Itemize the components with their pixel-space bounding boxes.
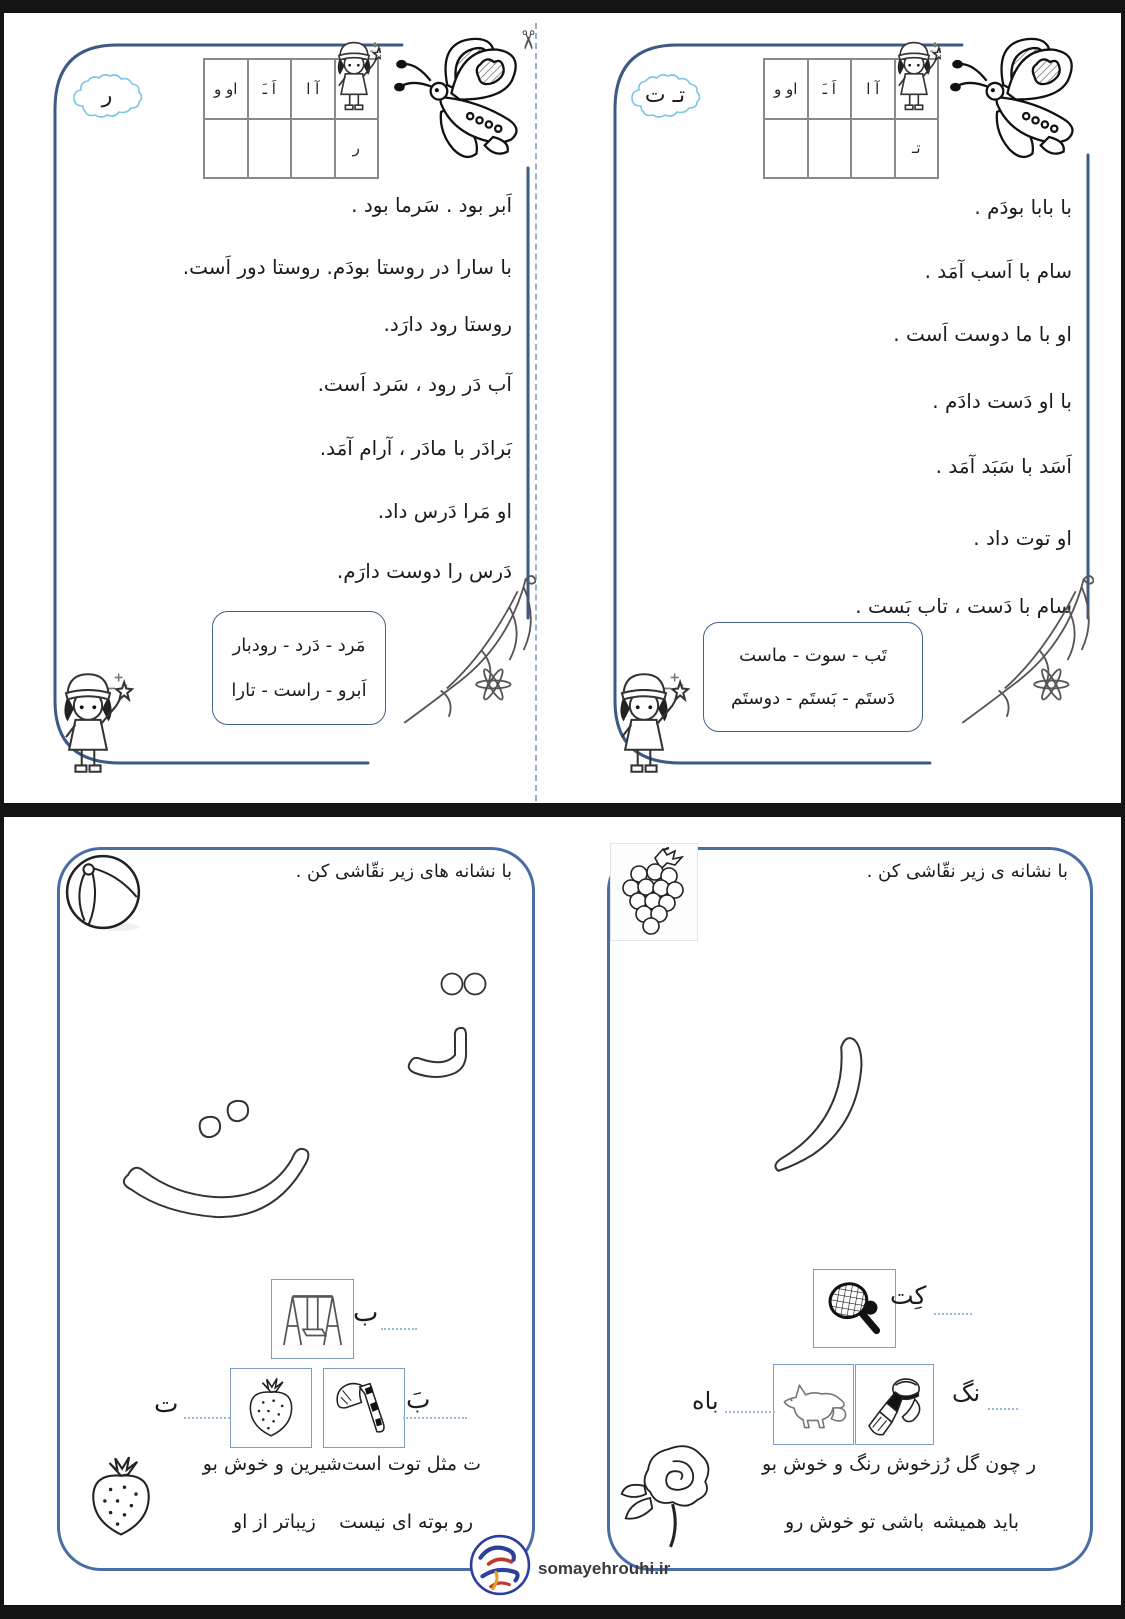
scissors-icon: ✂ [511, 29, 542, 51]
reading-line: دَرس را دوست دارَم. [336, 559, 512, 583]
reading-line: او مَرا دَرس داد. [377, 499, 512, 523]
picture-box-brush [855, 1364, 934, 1445]
fairy-girl-icon [596, 668, 692, 778]
instruction-text: با نشانه ی زیر نقّاشی کن . [866, 861, 1068, 882]
reading-line: بَرادَر با مادَر ، آرام آمَد. [319, 436, 512, 460]
reading-line: اَسَد با سَبَد آمَد . [935, 454, 1072, 478]
te-hook-outline [403, 1023, 471, 1080]
racket-icon [820, 1276, 890, 1342]
axe-icon [330, 1375, 398, 1441]
big-te-outline [116, 1093, 323, 1239]
table-cell: اَ ـَ [248, 59, 292, 119]
poem-hemistich: شیرین و خوش بو [202, 1453, 342, 1475]
picture-box-swing [271, 1279, 354, 1359]
poem-hemistich: ت مثل توت است [341, 1453, 481, 1475]
reading-line: اَبر بود . سَرما بود . [351, 193, 512, 217]
word-box-line: دَستَم - بَستَم - دوستَم [730, 688, 896, 709]
table-cell: تـ [895, 119, 939, 179]
picture-box-fox [773, 1364, 854, 1445]
grapes-icon [611, 844, 695, 938]
table-cell: او و [764, 59, 808, 119]
write-line[interactable] [988, 1408, 1018, 1410]
table-cell [851, 119, 895, 179]
word-box-line: اَبرو - راست - تارا [231, 679, 367, 701]
strawberry-icon [237, 1375, 305, 1441]
instruction-text: با نشانه های زیر نقّاشی کن . [295, 861, 512, 882]
poem-line [785, 1511, 1019, 1533]
table-cell: اَ ـَ [808, 59, 852, 119]
table-cell: آ ا [851, 59, 895, 119]
word-part-letter: ت [154, 1389, 179, 1419]
write-line[interactable] [725, 1411, 775, 1413]
reading-line: با او دَست دادَم . [932, 389, 1072, 413]
picture-box-racket [813, 1269, 896, 1348]
word-part-letter: کِت [890, 1281, 927, 1310]
table-cell: آ ا [291, 59, 335, 119]
grapes-frame [610, 843, 698, 941]
flower-icon [396, 571, 536, 731]
fairy-girl-icon [327, 38, 381, 114]
paintbrush-icon [862, 1371, 928, 1439]
picture-box-strawberry [230, 1368, 312, 1448]
word-part-letter: نگ [952, 1379, 981, 1407]
word-part-letter: باه [692, 1387, 719, 1415]
table-cell [204, 119, 248, 179]
word-box-te [703, 622, 923, 732]
cloud-badge-te [626, 73, 704, 121]
flower-icon [954, 571, 1094, 731]
poem-hemistich: باید همیشه [932, 1511, 1019, 1533]
big-re-outline [768, 1031, 882, 1181]
butterfly-icon [948, 33, 1096, 163]
strawberry-icon [76, 1445, 166, 1549]
poem-hemistich: خوش رنگ و خوش بو [761, 1453, 932, 1475]
cloud-letter: تـ ت [644, 83, 686, 108]
cloud-badge-re [68, 73, 146, 121]
poem-hemistich: ر چون گل رُز [931, 1453, 1036, 1475]
table-cell: او و [204, 59, 248, 119]
table-cell [764, 119, 808, 179]
table-cell: ر [335, 119, 379, 179]
word-box-re [212, 611, 386, 725]
site-logo-icon [468, 1533, 532, 1597]
page-bottom-sheet [4, 817, 1121, 1605]
reading-line: او با ما دوست اَست . [893, 322, 1072, 346]
fox-icon [780, 1371, 848, 1439]
picture-box-axe [323, 1368, 405, 1448]
table-cell [291, 119, 335, 179]
table-cell [808, 119, 852, 179]
word-part-letter: ب [353, 1297, 379, 1328]
poem-hemistich: رو بوته ای نیست [339, 1511, 473, 1533]
reading-line: با بابا بودَم . [974, 195, 1072, 219]
reading-line: سام با اَسب آمَد . [924, 259, 1072, 283]
site-url[interactable]: somayehrouhi.ir [538, 1559, 671, 1578]
rose-icon [619, 1441, 717, 1553]
write-line[interactable] [381, 1328, 417, 1330]
te-dots-outline [438, 969, 488, 999]
fairy-girl-icon [887, 38, 941, 114]
poem-line [761, 1453, 1036, 1475]
poem-hemistich: زیباتر از او [233, 1511, 316, 1533]
write-line[interactable] [184, 1417, 230, 1419]
write-line[interactable] [403, 1417, 467, 1419]
reading-line: با سارا در روستا بودَم. روستا دور اَست. [182, 255, 512, 279]
reading-line: روستا رود دارَد. [383, 312, 512, 336]
table-cell [248, 119, 292, 179]
butterfly-icon [392, 33, 540, 163]
fairy-girl-icon [40, 668, 136, 778]
word-box-line: مَرد - دَرد - رودبار [232, 635, 366, 657]
poem-hemistich: باشی تو خوش رو [785, 1511, 925, 1533]
poem-line [202, 1453, 481, 1475]
cloud-letter: ر [101, 83, 113, 108]
reading-line: او توت داد . [973, 526, 1072, 550]
reading-line: آب دَر رود ، سَرد اَست. [317, 372, 512, 396]
poem-line [233, 1511, 473, 1533]
word-part-letter: بَ [406, 1385, 431, 1415]
page-top-sheet [4, 13, 1121, 803]
swing-icon [278, 1286, 348, 1352]
word-box-line: تَب - سوت - ماست [739, 645, 887, 666]
ball-icon [64, 851, 144, 933]
reading-line: سام با دَست ، تاب بَست . [855, 594, 1072, 618]
write-line[interactable] [934, 1313, 972, 1315]
